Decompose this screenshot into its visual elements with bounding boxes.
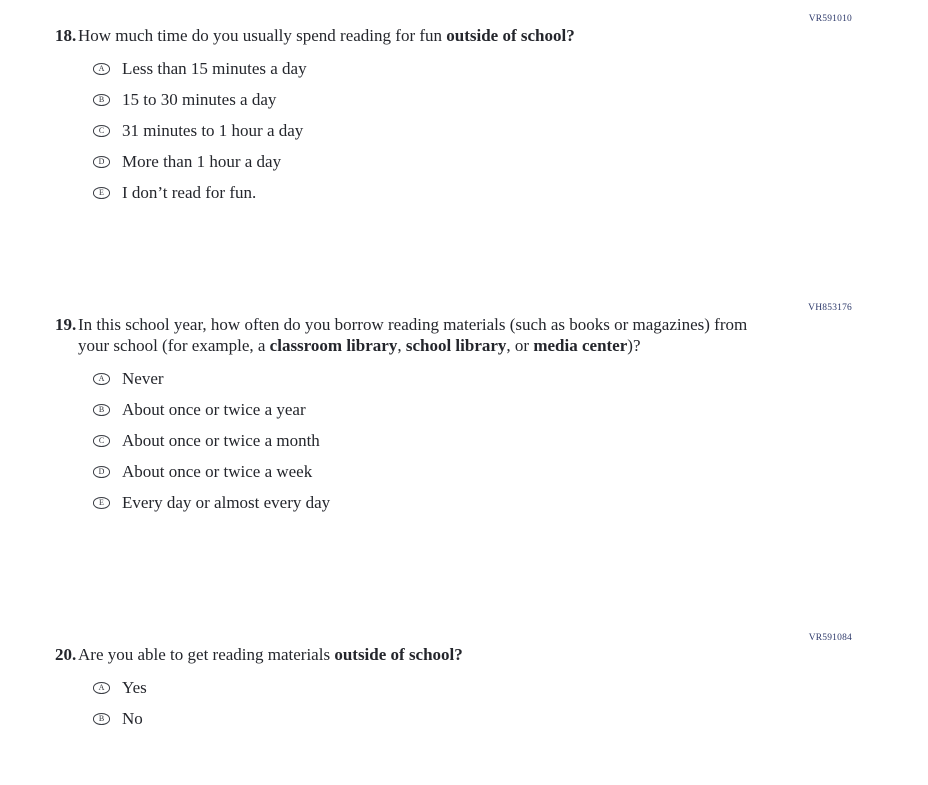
question-text-segment-bold: media center: [533, 336, 628, 355]
question-text: [78, 644, 768, 665]
options-list: [0, 677, 928, 730]
answer-bubble-b[interactable]: B: [93, 713, 110, 725]
question-19: [0, 303, 928, 523]
question-row: [0, 314, 928, 356]
option-row: [93, 492, 928, 514]
option-row: [93, 430, 928, 452]
question-text-segment: In this school year, how often do you borrow reading materials (such as books or magazines) from your school (for example, a: [78, 315, 748, 355]
option-row: [93, 58, 928, 80]
option-row: [93, 89, 928, 111]
answer-bubble-c[interactable]: C: [93, 125, 110, 137]
option-row: [93, 368, 928, 390]
question-number: 18.: [55, 26, 77, 45]
option-label: About once or twice a year: [122, 400, 306, 419]
option-label: Yes: [122, 678, 147, 697]
option-label: I don’t read for fun.: [122, 183, 257, 202]
option-label: More than 1 hour a day: [122, 152, 282, 171]
question-text-segment: )?: [627, 336, 641, 355]
answer-bubble-b[interactable]: B: [93, 94, 110, 106]
question-text-segment: , or: [506, 336, 534, 355]
question-text-segment: ,: [397, 336, 406, 355]
option-label: 31 minutes to 1 hour a day: [122, 121, 304, 140]
answer-bubble-b[interactable]: B: [93, 404, 110, 416]
answer-bubble-d[interactable]: D: [93, 156, 110, 168]
option-row: [93, 708, 928, 730]
question-text-segment-bold: outside of school?: [334, 645, 463, 664]
question-text: [78, 25, 768, 46]
answer-bubble-c[interactable]: C: [93, 435, 110, 447]
question-text-segment: Are you able to get reading materials: [78, 645, 335, 664]
item-code: VR591084: [808, 633, 852, 643]
option-row: [93, 120, 928, 142]
answer-bubble-a[interactable]: A: [93, 63, 110, 75]
option-label: Every day or almost every day: [122, 493, 331, 512]
option-row: [93, 461, 928, 483]
option-label: Never: [122, 369, 164, 388]
answer-bubble-e[interactable]: E: [93, 187, 110, 199]
option-label: About once or twice a month: [122, 431, 320, 450]
question-row: [0, 25, 928, 46]
question-text-segment-bold: school library: [405, 336, 507, 355]
answer-bubble-a[interactable]: A: [93, 373, 110, 385]
option-row: [93, 399, 928, 421]
question-text-segment-bold: outside of school?: [446, 26, 575, 45]
option-row: [93, 182, 928, 204]
option-row: [93, 151, 928, 173]
answer-bubble-e[interactable]: E: [93, 497, 110, 509]
option-label: 15 to 30 minutes a day: [122, 90, 277, 109]
question-text-segment-bold: classroom library: [269, 336, 398, 355]
answer-bubble-d[interactable]: D: [93, 466, 110, 478]
option-row: [93, 677, 928, 699]
answer-bubble-a[interactable]: A: [93, 682, 110, 694]
question-row: [0, 644, 928, 665]
question-text: [78, 314, 768, 356]
options-list: [0, 58, 928, 204]
question-number: 20.: [55, 645, 77, 664]
option-label: Less than 15 minutes a day: [122, 59, 307, 78]
question-number: 19.: [55, 315, 77, 334]
question-text-segment: How much time do you usually spend reading for fun: [78, 26, 447, 45]
item-code: VR591010: [808, 14, 852, 24]
question-20: [0, 633, 928, 739]
option-label: About once or twice a week: [122, 462, 313, 481]
option-label: No: [122, 709, 143, 728]
question-18: [0, 14, 928, 213]
item-code: VH853176: [808, 303, 852, 313]
options-list: [0, 368, 928, 514]
